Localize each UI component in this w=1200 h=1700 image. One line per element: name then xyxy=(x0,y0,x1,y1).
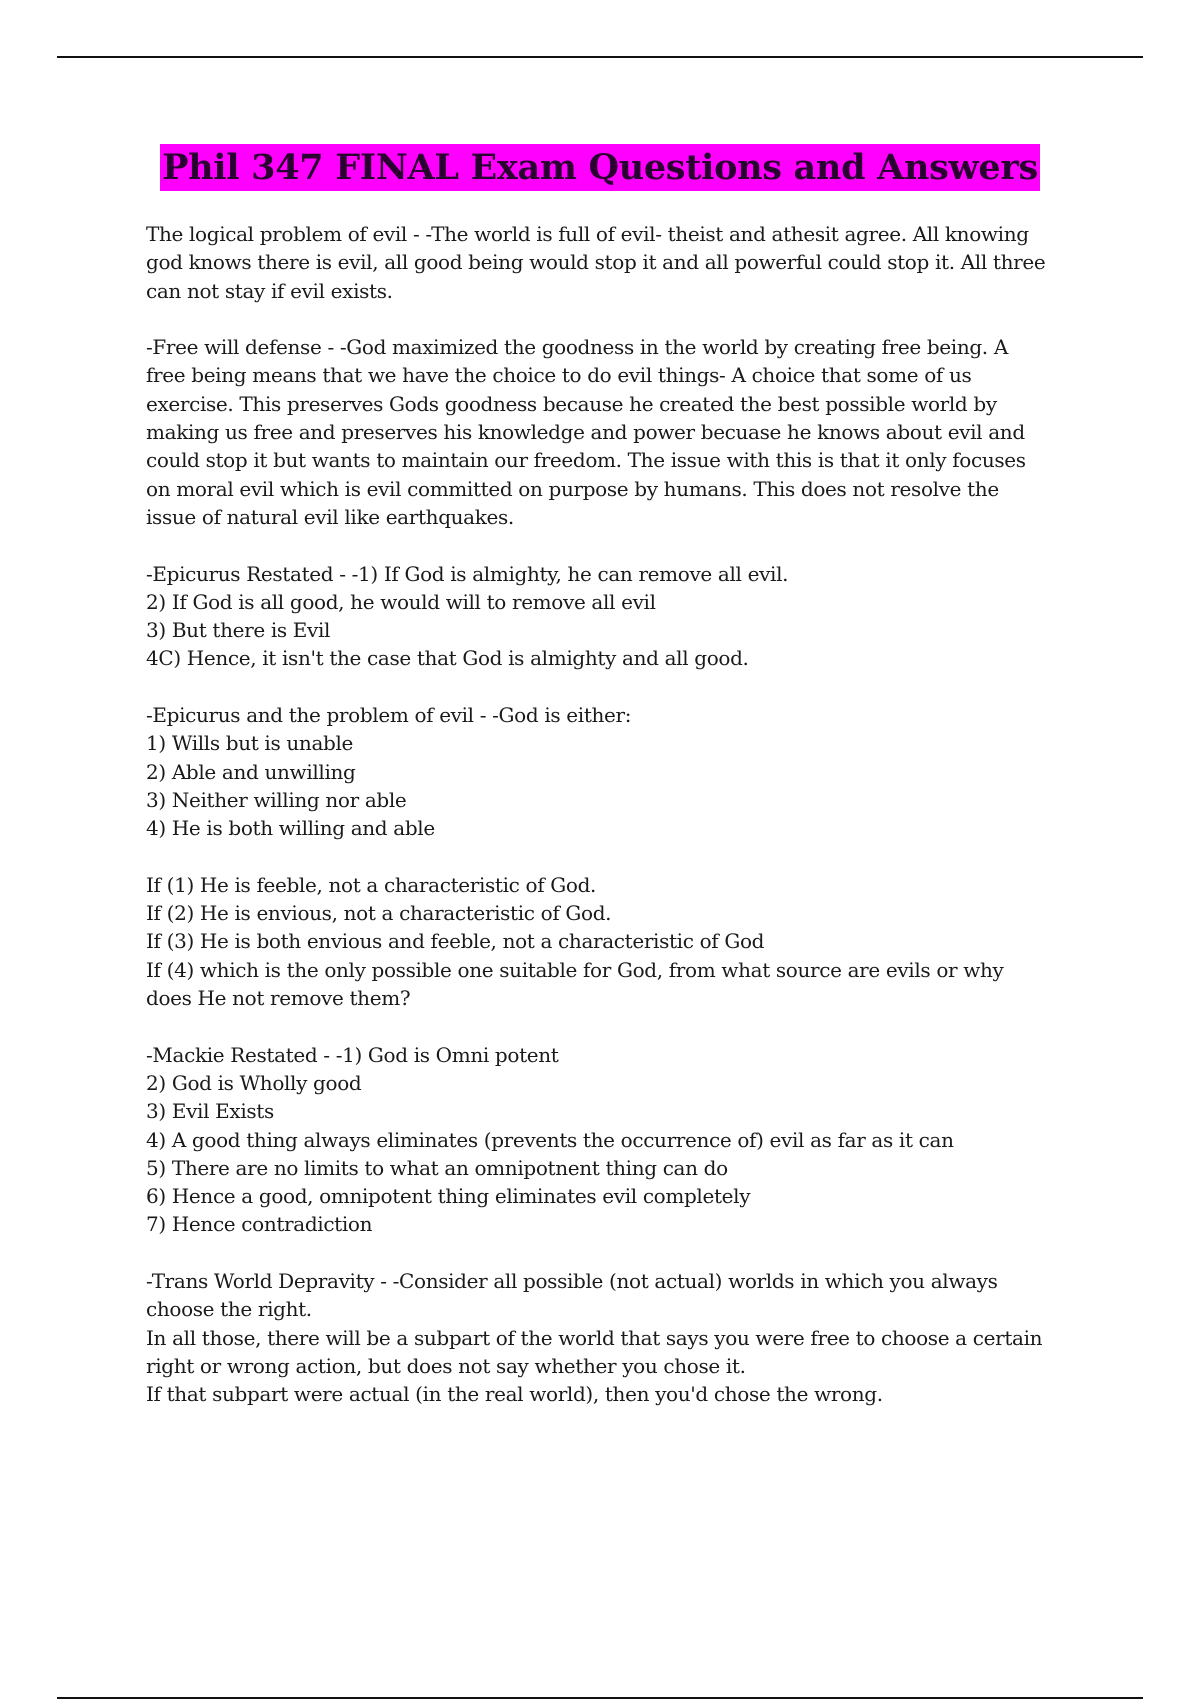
text-line: 2) Able and unwilling xyxy=(146,759,356,784)
text-line: 3) But there is Evil xyxy=(146,618,331,643)
text-line: 7) Hence contradiction xyxy=(146,1212,373,1237)
qa-block-free-will-defense xyxy=(146,333,1096,531)
text-line: 2) If God is all good, he would will to remove all evil xyxy=(146,589,656,614)
text-line: choose the right. xyxy=(146,1297,312,1322)
text-line: If (3) He is both envious and feeble, not a characteristic of God xyxy=(146,929,765,954)
text-line: could stop it but wants to maintain our freedom. The issue with this is that it only focuses xyxy=(146,448,1026,473)
text-line: 4) A good thing always eliminates (prevents the occurrence of) evil as far as it can xyxy=(146,1127,954,1152)
page-title: Phil 347 FINAL Exam Questions and Answers xyxy=(160,144,1040,191)
top-rule xyxy=(57,56,1143,58)
text-line: 3) Neither willing nor able xyxy=(146,787,407,812)
qa-block-epicurus-restated xyxy=(146,560,1096,673)
qa-block-epicurus-cases xyxy=(146,871,1096,1012)
text-line: does He not remove them? xyxy=(146,986,411,1011)
text-line: In all those, there will be a subpart of the world that says you were free to choose a certain xyxy=(146,1325,1043,1350)
text-line: 5) There are no limits to what an omnipotnent thing can do xyxy=(146,1155,728,1180)
text-line: If (1) He is feeble, not a characteristic of God. xyxy=(146,872,597,897)
text-line: issue of natural evil like earthquakes. xyxy=(146,504,514,529)
text-line: making us free and preserves his knowledge and power becuase he knows about evil and xyxy=(146,420,1025,445)
text-line: -Epicurus Restated - -1) If God is almighty, he can remove all evil. xyxy=(146,561,789,586)
text-line: 6) Hence a good, omnipotent thing eliminates evil completely xyxy=(146,1184,751,1209)
text-line: exercise. This preserves Gods goodness because he created the best possible world by xyxy=(146,391,997,416)
text-line: 1) Wills but is unable xyxy=(146,731,354,756)
qa-block-mackie-restated xyxy=(146,1041,1096,1239)
qa-block-trans-world-depravity xyxy=(146,1267,1096,1408)
text-line: can not stay if evil exists. xyxy=(146,278,393,303)
text-line: 4) He is both willing and able xyxy=(146,816,435,841)
text-line: If (4) which is the only possible one suitable for God, from what source are evils or why xyxy=(146,957,1004,982)
bottom-rule xyxy=(57,1697,1143,1699)
text-line: right or wrong action, but does not say whether you chose it. xyxy=(146,1353,746,1378)
text-line: If that subpart were actual (in the real world), then you'd chose the wrong. xyxy=(146,1382,883,1407)
text-line: The logical problem of evil - -The world is full of evil- theist and athesit agree. All knowing xyxy=(146,222,1029,246)
text-line: -Trans World Depravity - -Consider all possible (not actual) worlds in which you always xyxy=(146,1268,998,1293)
text-line: free being means that we have the choice to do evil things- A choice that some of us xyxy=(146,363,972,388)
title-container xyxy=(0,144,1200,191)
text-line: 2) God is Wholly good xyxy=(146,1070,362,1095)
text-line: If (2) He is envious, not a characteristic of God. xyxy=(146,901,612,926)
qa-block-logical-problem xyxy=(146,220,1096,305)
text-line: 3) Evil Exists xyxy=(146,1099,274,1124)
qa-block-epicurus-problem xyxy=(146,701,1096,842)
text-line: -Free will defense - -God maximized the goodness in the world by creating free being. A xyxy=(146,335,1008,360)
text-line: -Epicurus and the problem of evil - -God is either: xyxy=(146,703,632,728)
text-line: god knows there is evil, all good being would stop it and all powerful could stop it. All three xyxy=(146,250,1046,275)
text-line: on moral evil which is evil committed on purpose by humans. This does not resolve the xyxy=(146,476,999,501)
text-line: -Mackie Restated - -1) God is Omni potent xyxy=(146,1042,559,1067)
text-line: 4C) Hence, it isn't the case that God is almighty and all good. xyxy=(146,646,749,671)
document-body xyxy=(146,220,1096,1437)
